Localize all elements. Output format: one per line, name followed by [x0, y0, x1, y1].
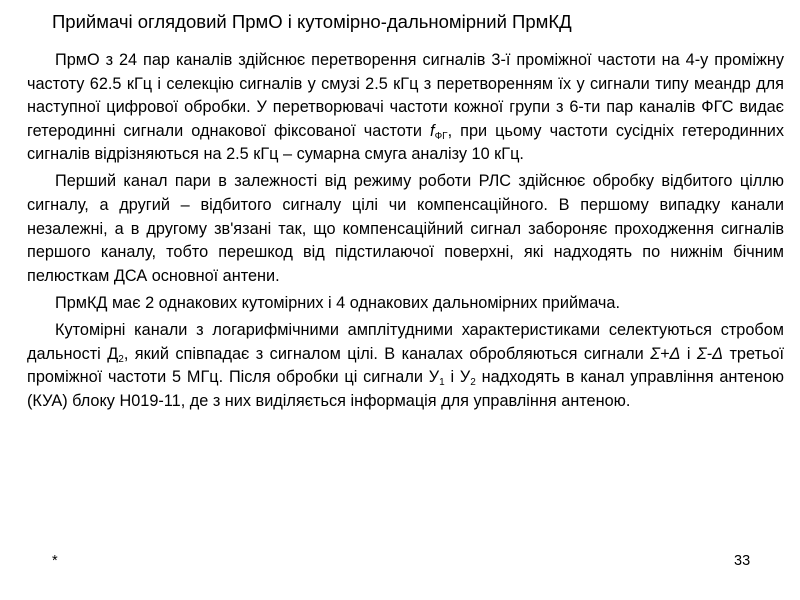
sum-signal-symbol: Σ+Δ: [650, 344, 681, 363]
page-number: 33: [734, 553, 751, 569]
paragraph-4-text-c: і: [680, 344, 697, 363]
paragraph-1-text-b: , при цьому частоти сусідніх гетеродинних сигналів відрізняються на 2.5 кГц – сумарна смуга аналізу 10 кГц.: [27, 121, 784, 164]
paragraph-3: ПрмКД має 2 однакових кутомірних і 4 однакових дальномірних приймача.: [55, 293, 620, 312]
range-strobe-subscript: 2: [118, 353, 124, 365]
paragraph-1: [27, 49, 784, 167]
body-text: [27, 49, 784, 417]
paragraph-4-text-e: і У: [444, 368, 471, 387]
difference-signal-symbol: Σ-Δ: [696, 344, 724, 363]
slide-title: Приймачі оглядовий ПрмО і кутомірно-дальномірний ПрмКД: [52, 11, 572, 32]
signal-u1-subscript: 1: [439, 377, 445, 389]
frequency-symbol: f: [430, 121, 435, 140]
paragraph-1-text-a: ПрмО з 24 пар каналів здійснює перетворення сигналів 3-ї проміжної частоти на 4-у проміжну частоту 62.5 кГц і селекцію сигналів у смузі 2.5 кГц з перетворенням їх у сигнали типу меандр для наступної цифрової обробки. У перетворювачі частоти кожної групи з 6-ти пар каналів ФГС видає гетеродинні сигнали однакової фіксованої частоти: [27, 51, 784, 140]
paragraph-4-text-f: надходять в канал управління антеною (КУА) блоку Н019-11, де з них виділяється інформація для управління антеною.: [27, 368, 784, 410]
signal-u2-subscript: 2: [470, 377, 476, 389]
footer-asterisk: *: [52, 553, 58, 569]
frequency-subscript: ФГ: [434, 130, 448, 142]
paragraph-2: Перший канал пари в залежності від режиму роботи РЛС здійснює обробку відбитого ціллю сигналу, а другий – відбитого сигналу цілі чи компенсаційного. В першому випадку канали незалежні, а в другому зв'язані так, що компенсаційний сигнал забороняє проходження сигналів першого каналу, тобто перешкод від підстилаючої поверхні, які надходять по нижнім бічним пелюсткам ДСА основної антени.: [27, 172, 784, 285]
paragraph-4-text-d: третьої проміжної частоти 5 МГц. Після обробки ці сигнали У: [27, 344, 785, 387]
paragraph-4-text-a: Кутомірні канали з логарифмічними амплітудними характеристиками селектуються стробом дальності Д: [27, 321, 784, 363]
paragraph-4-text-b: , який співпадає з сигналом цілі. В каналах обробляються сигнали: [123, 344, 651, 363]
paragraph-4: [27, 319, 784, 413]
